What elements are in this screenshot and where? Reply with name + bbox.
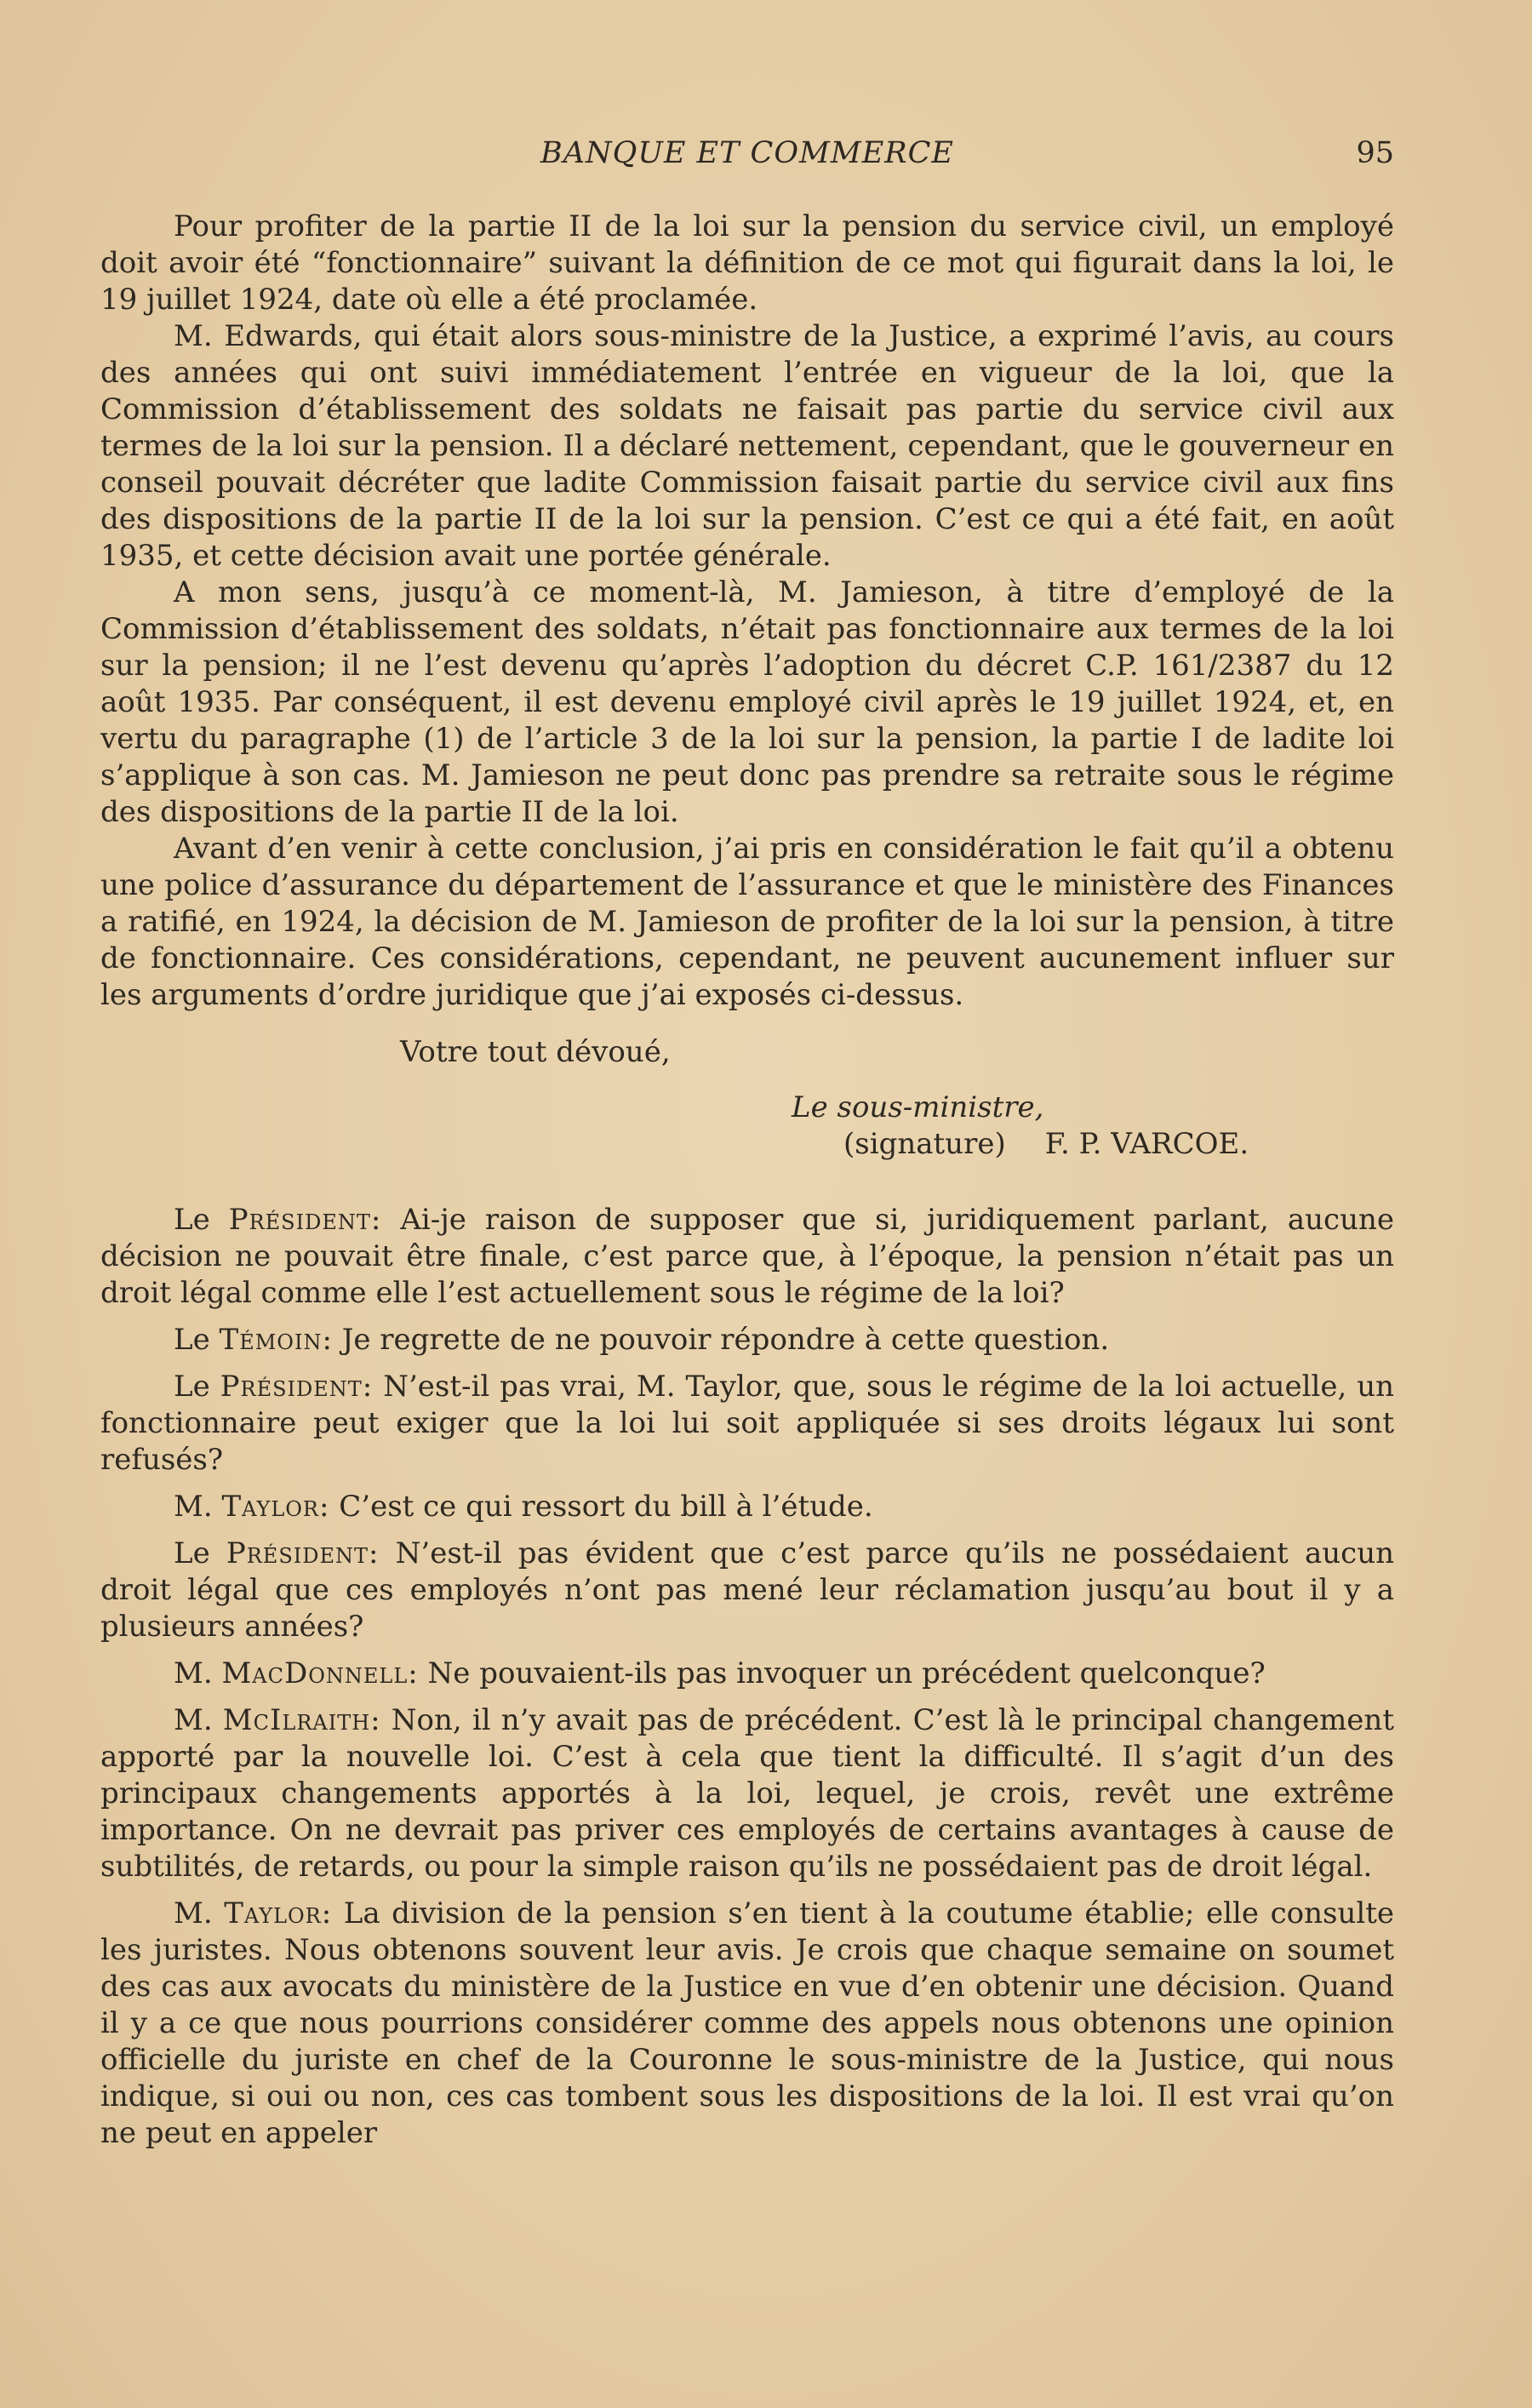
page-header [100,136,1394,174]
dialogue-entry: Le Président: Ai-je raison de supposer que si, juridiquement parlant, aucune décision ne pouvait être finale, c’est parce que, à l’époque, la pension n’était pas un droit légal comme elle l’est actuellement sous le régime de la loi? [100,1203,1394,1310]
dialogue-entry: M. McIlraith: Non, il n’y avait pas de précédent. C’est là le principal changement apporté par la nouvelle loi. C’est à cela que tient la difficulté. Il s’agit d’un des principaux changements apportés à la loi, lequel, je crois, revêt une extrême importance. On ne devrait pas priver ces employés de certains avantages à cause de subtilités, de retards, ou pour la simple raison qu’ils ne possédaient pas de droit légal. [100,1703,1394,1884]
dialogue-entry: Le Témoin: Je regrette de ne pouvoir répondre à cette question. [174,1323,1110,1357]
speaker: McIlraith: [222,1703,381,1737]
dialogue-entry: M. Taylor: La division de la pension s’en tient à la coutume établie; elle consulte les juristes. Nous obtenons souvent leur avis. Je crois que chaque semaine on soumet des cas aux avocats du ministère de la Justice en vue d’en obtenir une décision. Quand il y a ce que nous pourrions considérer comme des appels nous obtenons une opinion officielle du juriste en chef de la Couronne le sous-ministre de la Justice, qui nous indique, si oui ou non, ces cas tombent sous les dispositions de la loi. Il est vrai qu’on ne peut en appeler [100,1896,1395,2150]
dialogue-entry: M. MacDonnell: Ne pouvaient-ils pas invoquer un précédent quelconque? [174,1656,1266,1690]
body-text [100,209,1394,2162]
speaker: Président: [226,1536,380,1570]
dialogue-entry: Le Président: N’est-il pas vrai, M. Taylor, que, sous le régime de la loi actuelle, un fonctionnaire peut exiger que la loi lui soit appliquée si ses droits légaux lui sont refusés? [100,1370,1394,1477]
page-number: 95 [1356,136,1394,170]
signature-line [100,1126,1394,1163]
running-title: BANQUE ET COMMERCE [540,136,954,170]
letter-paragraph: A mon sens, jusqu’à ce moment-là, M. Jamieson, à titre d’employé de la Commission d’établissement des soldats, n’était pas fonctionnaire aux termes de la loi sur la pension; il ne l’est devenu qu’après l’adoption du décret C.P. 161/2387 du 12 août 1935. Par conséquent, il est devenu employé civil après le 19 juillet 1924, et, en vertu du paragraphe (1) de l’article 3 de la loi sur la pension, la partie I de ladite loi s’applique à son cas. M. Jamieson ne peut donc pas prendre sa retraite sous le régime des dispositions de la partie II de la loi. [100,575,1394,829]
signer-name: F. P. VARCOE. [1044,1127,1249,1161]
speaker: MacDonnell: [221,1656,419,1690]
dialogue-entry: Le Président: N’est-il pas évident que c’est parce qu’ils ne possédaient aucun droit légal que ces employés n’ont pas mené leur réclamation jusqu’au bout il y a plusieurs années? [100,1536,1394,1644]
dialogue [100,1202,1394,2152]
speaker: Taylor: [224,1896,333,1930]
letter-paragraph: M. Edwards, qui était alors sous-ministre de la Justice, a exprimé l’avis, au cours des années qui ont suivi immédiatement l’entrée en vigueur de la loi, que la Commission d’établissement des soldats ne faisait pas partie du service civil aux termes de la loi sur la pension. Il a déclaré nettement, cependant, que le gouverneur en conseil pouvait décréter que ladite Commission faisait partie du service civil aux fins des dispositions de la partie II de la loi sur la pension. C’est ce qui a été fait, en août 1935, et cette décision avait une portée générale. [100,319,1394,573]
signature-label: (signature) [843,1127,1006,1161]
dialogue-entry: M. Taylor: C’est ce qui ressort du bill à l’étude. [174,1490,873,1524]
speaker: Président: [228,1203,382,1237]
salutation: Votre tout dévoué, [400,1035,671,1069]
speaker: Taylor: [221,1490,330,1524]
speaker: Témoin: [219,1323,333,1357]
letter-paragraph: Pour profiter de la partie II de la loi sur la pension du service civil, un employé doit avoir été “fonctionnaire” suivant la définition de ce mot qui figurait dans la loi, le 19 juillet 1924, date où elle a été proclamée. [100,209,1394,317]
speaker: Président: [220,1370,374,1404]
letter-paragraph: Avant d’en venir à cette conclusion, j’ai pris en considération le fait qu’il a obtenu une police d’assurance du département de l’assurance et que le ministère des Finances a ratifié, en 1924, la décision de M. Jamieson de profiter de la loi sur la pension, à titre de fonctionnaire. Ces considérations, cependant, ne peuvent aucunement influer sur les arguments d’ordre juridique que j’ai exposés ci-dessus. [100,832,1394,1012]
signer-title: Le sous-ministre, [792,1090,1044,1124]
